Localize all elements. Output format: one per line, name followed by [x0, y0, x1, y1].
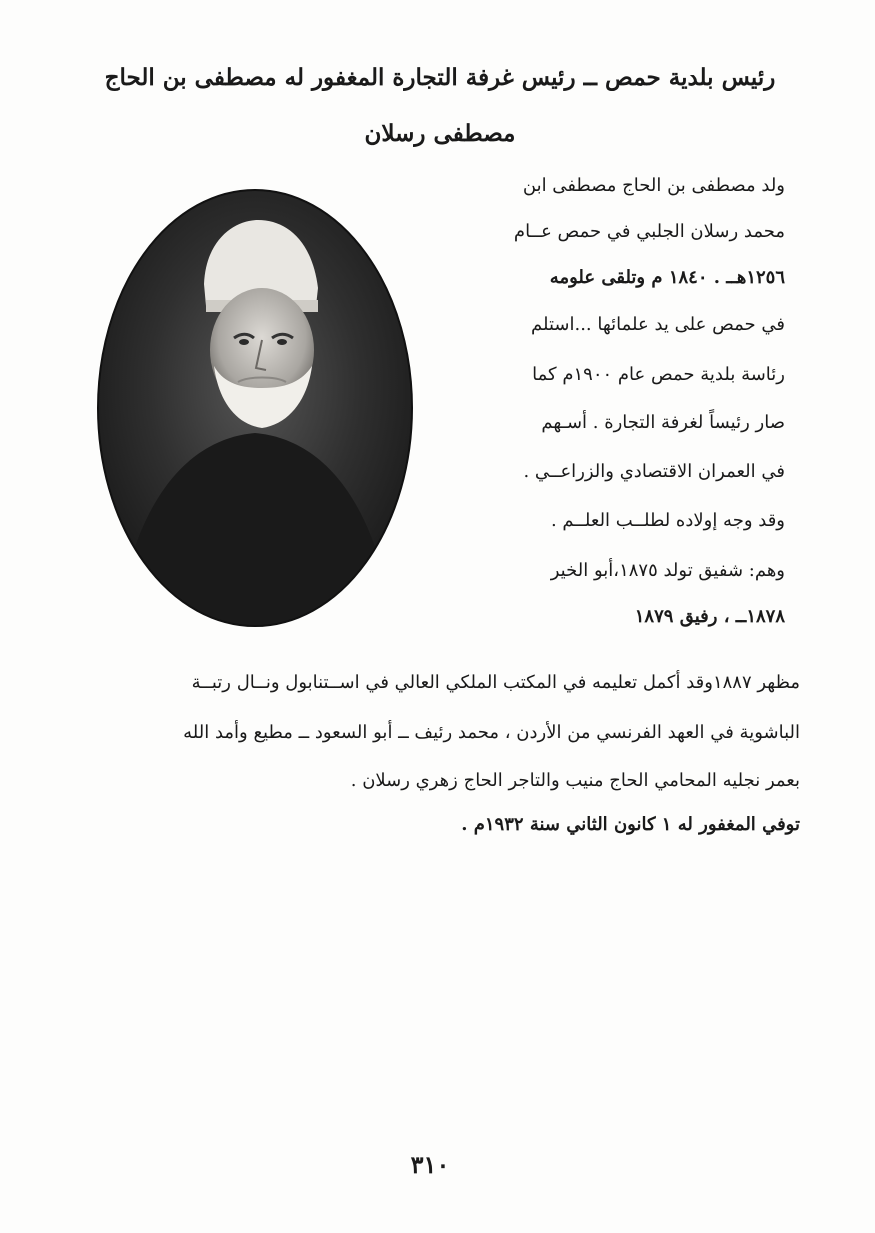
portrait-photo [96, 188, 414, 628]
bio-line: رئاسة بلدية حمص عام ١٩٠٠م كما [532, 364, 785, 385]
body-line: الباشوية في العهد الفرنسي من الأردن ، محمد رئيف ــ أبو السعود ــ مطيع وأمد الله [183, 722, 800, 743]
article-title-line-2: مصطفى رسلان [364, 120, 516, 147]
body-line: مظهر ١٨٨٧وقد أكمل تعليمه في المكتب الملكي العالي في اســتنابول ونــال رتبــة [191, 672, 800, 693]
body-line: توفي المغفور له ١ كانون الثاني سنة ١٩٣٢م . [461, 814, 800, 835]
bio-line: في العمران الاقتصادي والزراعــي . [523, 461, 785, 482]
bio-line: محمد رسلان الجلبي في حمص عــام [513, 221, 785, 242]
bio-line: وهم: شفيق تولد ١٨٧٥،أبو الخير [550, 560, 785, 581]
portrait-photo-icon [96, 188, 414, 628]
article-title-line-1: رئيس بلدية حمص ــ رئيس غرفة التجارة المغفور له مصطفى بن الحاج [104, 64, 776, 91]
bio-line: في حمص على يد علمائها ...استلم [531, 314, 785, 335]
bio-line: ١٨٧٨ــ ، رفيق ١٨٧٩ [634, 606, 785, 627]
page-number: ٣١٠ [410, 1150, 450, 1179]
bio-line: وقد وجه إولاده لطلــب العلــم . [550, 510, 785, 531]
body-line: بعمر نجليه المحامي الحاج منيب والتاجر الحاج زهري رسلان . [350, 770, 800, 791]
bio-line: صار رئيساً لغرفة التجارة . أسـهم [541, 412, 785, 433]
bio-line: ١٢٥٦هــ . ١٨٤٠ م وتلقى علومه [549, 267, 785, 288]
bio-line: ولد مصطفى بن الحاج مصطفى ابن [522, 175, 785, 196]
